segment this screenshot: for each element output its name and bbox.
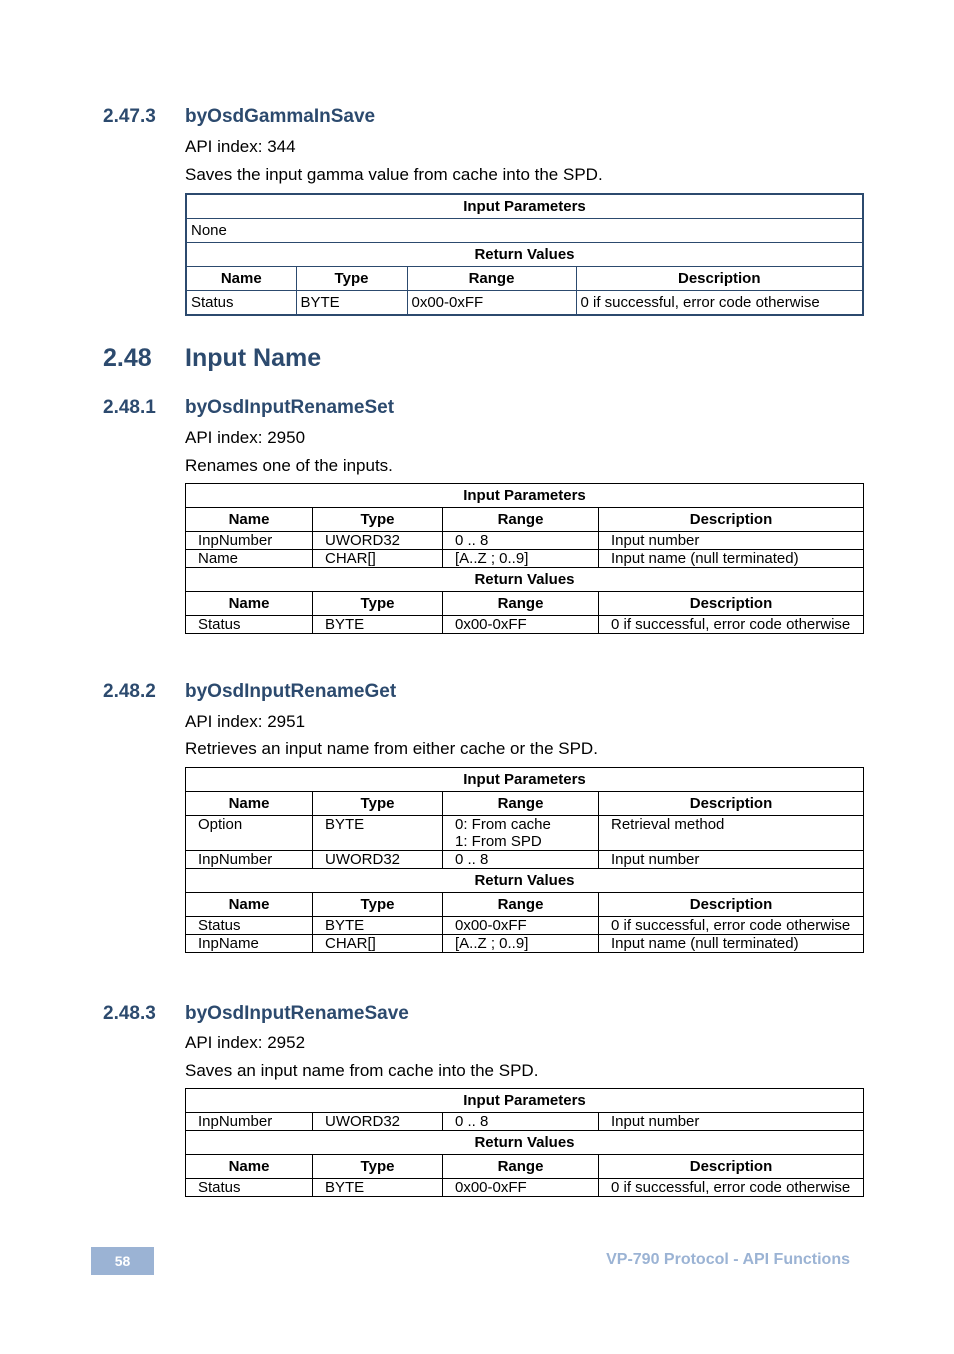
- cell-description: 0 if successful, error code otherwise: [599, 1179, 864, 1197]
- column-header-range: Range: [407, 267, 576, 291]
- column-header-description: Description: [599, 508, 864, 532]
- table-row: [186, 935, 864, 953]
- table-row: [186, 816, 864, 851]
- cell-type: BYTE: [296, 291, 407, 316]
- cell-name: Status: [186, 616, 313, 634]
- cell-description: 0 if successful, error code otherwise: [599, 616, 864, 634]
- column-header-name: Name: [186, 267, 296, 291]
- section-number: 2.48: [103, 344, 152, 372]
- column-header-description: Description: [599, 792, 864, 816]
- table-row: [186, 1179, 864, 1197]
- cell-range: [A..Z ; 0..9]: [443, 550, 599, 568]
- footer-document-title: VP-790 Protocol - API Functions: [606, 1251, 850, 1268]
- page-number: 58: [91, 1247, 154, 1275]
- table-row: [186, 550, 864, 568]
- api-index: API index: 2950: [185, 428, 306, 447]
- table-row: [186, 291, 863, 316]
- return-values-header: Return Values: [186, 568, 864, 592]
- section-description: Saves the input gamma value from cache into the SPD.: [185, 165, 603, 184]
- column-header-type: Type: [313, 893, 443, 917]
- table-row: [186, 616, 864, 634]
- cell-type: BYTE: [313, 816, 443, 851]
- column-header-name: Name: [186, 508, 313, 532]
- column-header-type: Type: [313, 508, 443, 532]
- cell-type: UWORD32: [313, 1113, 443, 1131]
- column-header-range: Range: [443, 508, 599, 532]
- section-title: byOsdGammaInSave: [185, 106, 376, 127]
- cell-description: Input number: [599, 851, 864, 869]
- cell-name: Name: [186, 550, 313, 568]
- column-header-range: Range: [443, 1155, 599, 1179]
- cell-type: BYTE: [313, 1179, 443, 1197]
- cell-name: InpNumber: [186, 1113, 313, 1131]
- cell-range: 0 .. 8: [443, 851, 599, 869]
- column-header-range: Range: [443, 792, 599, 816]
- column-header-type: Type: [313, 1155, 443, 1179]
- cell-type: CHAR[]: [313, 935, 443, 953]
- column-header-range: Range: [443, 592, 599, 616]
- api-table-gamma-in-save: [185, 193, 864, 316]
- cell-name: InpNumber: [186, 532, 313, 550]
- cell-range: [A..Z ; 0..9]: [443, 935, 599, 953]
- api-table-input-rename-save: [185, 1088, 864, 1197]
- column-header-description: Description: [599, 1155, 864, 1179]
- section-title: Input Name: [185, 344, 322, 372]
- api-index: API index: 344: [185, 137, 296, 156]
- cell-description: Input name (null terminated): [599, 935, 864, 953]
- api-table-input-rename-set: [185, 483, 864, 634]
- cell-range: 0x00-0xFF: [407, 291, 576, 316]
- cell-type: CHAR[]: [313, 550, 443, 568]
- cell-description: Input number: [599, 532, 864, 550]
- cell-range: 0x00-0xFF: [443, 917, 599, 935]
- cell-description: Input number: [599, 1113, 864, 1131]
- input-parameters-none: None: [186, 219, 863, 243]
- cell-name: InpNumber: [186, 851, 313, 869]
- cell-description: Input name (null terminated): [599, 550, 864, 568]
- cell-type: BYTE: [313, 616, 443, 634]
- input-parameters-header: Input Parameters: [186, 768, 864, 792]
- column-header-range: Range: [443, 893, 599, 917]
- column-header-description: Description: [599, 592, 864, 616]
- column-header-name: Name: [186, 893, 313, 917]
- section-description: Saves an input name from cache into the SPD.: [185, 1061, 539, 1080]
- cell-description: 0 if successful, error code otherwise: [576, 291, 863, 316]
- cell-name: InpName: [186, 935, 313, 953]
- column-header-name: Name: [186, 592, 313, 616]
- column-header-type: Type: [313, 792, 443, 816]
- column-header-name: Name: [186, 792, 313, 816]
- api-index: API index: 2951: [185, 712, 306, 731]
- table-row: [186, 917, 864, 935]
- section-title: byOsdInputRenameSave: [185, 1003, 409, 1024]
- column-header-description: Description: [576, 267, 863, 291]
- api-index: API index: 2952: [185, 1033, 306, 1052]
- section-number: 2.48.2: [103, 681, 156, 702]
- column-header-name: Name: [186, 1155, 313, 1179]
- cell-description: Retrieval method: [599, 816, 864, 851]
- cell-name: Option: [186, 816, 313, 851]
- table-row: [186, 532, 864, 550]
- cell-type: UWORD32: [313, 851, 443, 869]
- section-number: 2.48.1: [103, 397, 156, 418]
- return-values-header: Return Values: [186, 243, 863, 267]
- cell-name: Status: [186, 917, 313, 935]
- cell-range: 0x00-0xFF: [443, 1179, 599, 1197]
- return-values-header: Return Values: [186, 869, 864, 893]
- section-title: byOsdInputRenameGet: [185, 681, 397, 702]
- cell-type: UWORD32: [313, 532, 443, 550]
- input-parameters-header: Input Parameters: [186, 484, 864, 508]
- cell-range: 0x00-0xFF: [443, 616, 599, 634]
- api-table-input-rename-get: [185, 767, 864, 953]
- cell-name: Status: [186, 291, 296, 316]
- cell-name: Status: [186, 1179, 313, 1197]
- table-row: [186, 1113, 864, 1131]
- section-number: 2.47.3: [103, 106, 156, 127]
- cell-range: 0 .. 8: [443, 532, 599, 550]
- section-description: Retrieves an input name from either cache or the SPD.: [185, 739, 598, 758]
- cell-type: BYTE: [313, 917, 443, 935]
- cell-description: 0 if successful, error code otherwise: [599, 917, 864, 935]
- cell-range: 0: From cache 1: From SPD: [443, 816, 599, 851]
- column-header-description: Description: [599, 893, 864, 917]
- cell-range: 0 .. 8: [443, 1113, 599, 1131]
- return-values-header: Return Values: [186, 1131, 864, 1155]
- section-description: Renames one of the inputs.: [185, 456, 393, 475]
- column-header-type: Type: [296, 267, 407, 291]
- input-parameters-header: Input Parameters: [186, 194, 863, 219]
- input-parameters-header: Input Parameters: [186, 1089, 864, 1113]
- column-header-type: Type: [313, 592, 443, 616]
- section-number: 2.48.3: [103, 1003, 156, 1024]
- section-title: byOsdInputRenameSet: [185, 397, 395, 418]
- table-row: [186, 851, 864, 869]
